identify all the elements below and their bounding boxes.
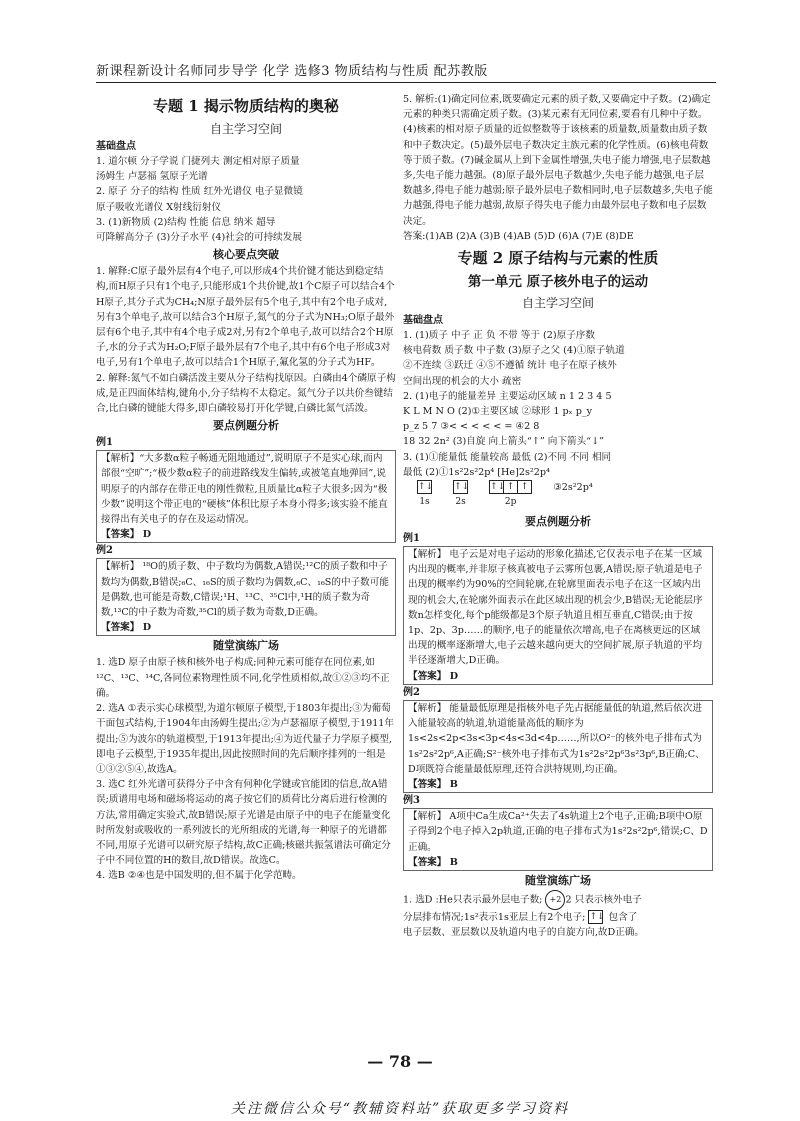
basics-line: 原子吸收光谱仪 X射线衍射仪 [96, 201, 222, 213]
example-analysis [403, 700, 713, 777]
answer-text: 【答案】 D [101, 622, 152, 634]
left-column [96, 92, 396, 884]
analysis-text: 【解析】 ¹⁸O的质子数、中子数均为偶数,A错误;¹²C的质子数和中子数均为偶数,B错误;₆C、₁₆S的质子数均为偶数,₆C、₁₆S的中子数可能是偶数,也可能是奇数,C错误;¹H、¹³C、³⁵Cl中,¹H的质子数为奇数,¹³C的中子数为奇数,³⁵Cl的质子数为奇数,D正确。 [101, 561, 389, 619]
example-label: 例2 [403, 686, 420, 698]
header-rule [96, 82, 716, 83]
example-label: 例2 [96, 545, 113, 557]
example-answer [403, 777, 713, 793]
example-answer [403, 855, 713, 871]
orbital-label: 2s [455, 497, 466, 508]
atom-structure-diagram [545, 890, 565, 910]
answer-list: 答案:(1)AB (2)A (3)B (4)AB (5)D (6)A (7)E (8)DE [403, 230, 634, 242]
analysis-text: 【解析】 能量最低原理是指核外电子先占据能量低的轨道,然后依次进入能量较高的轨道,轨道能量高低的顺序为1s<2s<2p<3s<3p<4s<3d<4p……,所以O²⁻的核外电子排布式为1s²2s²2p⁶,A正确;S²⁻核外电子排布式为1s²2s²2p⁶3s²3p⁶,B正确;C、D项既符合能量最低原理,还符合洪特规则,均正确。 [408, 702, 705, 775]
nucleus-charge: +2 [549, 894, 562, 904]
practice-answer [403, 890, 713, 910]
footer-watermark: 关注微信公众号“教辅资料站”获取更多学习资料 [230, 1101, 570, 1117]
practice-answer: 2. 选A ①表示实心球模型,为道尔顿原子模型,于1803年提出;③为葡萄干面包式结构,于1904年由汤姆生提出;②为卢瑟福原子模型,于1911年提出;⑤为波尔的轨道模型,于1913年提出;④为近代量子力学原子模型,即电子云模型,于1935年提出,因此按照时间的先后顺序排列的一组是①③②⑤④,故选A。 [96, 703, 395, 775]
right-column [403, 92, 713, 940]
basics-line: 最低 (2)①1s²2s²2p⁴ [He]2s²2p⁴ [403, 466, 550, 478]
practice-text: 只表示核外电子 [574, 894, 642, 906]
basics-line: 2. (1)电子的能量差异 主要运动区域 n 1 2 3 4 5 [403, 390, 612, 402]
example-label: 例3 [403, 795, 420, 807]
subsection-examples: 要点例题分析 [525, 515, 591, 529]
example-answer [96, 620, 396, 636]
basics-line: 可降解高分子 (3)分子水平 (4)社会的可持续发展 [96, 232, 302, 244]
subsection-core: 核心要点突破 [213, 248, 279, 262]
practice-text: 包含了 [608, 911, 638, 923]
orbital-cell: ↑ [517, 481, 531, 493]
answer-text: 【答案】 D [408, 670, 459, 682]
subsection-self-study: 自主学习空间 [209, 122, 282, 136]
orbital-cell: ↑↓ [454, 482, 470, 493]
basics-line: 空间出现的机会的大小 疏密 [403, 375, 522, 387]
subsection-examples: 要点例题分析 [213, 419, 279, 433]
example-label: 例1 [96, 437, 113, 449]
subsection-practice: 随堂演练广场 [213, 639, 279, 653]
example-analysis [403, 808, 713, 855]
core-answer: 2. 解释:氮气不如白磷活泼主要从分子结构找原因。白磷由4个磷原子构成,是正四面体结构,键角小,分子结构不太稳定。氮气分子以共价叁键结合,比白磷的键能大得多,即白磷较易打开化学键,白磷比氮气活泼。 [96, 372, 396, 415]
config-text: ③2s²2p⁴ [553, 482, 593, 494]
example-answer [96, 527, 396, 543]
analysis-text: 【解析】 A项中Ca生成Ca²⁺失去了4s轨道上2个电子,正确;B项中O原子得到2个电子掉入2p轨道,正确的电子排布式为1s²2s²2p⁶,错误;C、D正确。 [408, 811, 708, 853]
orbital-label: 1s [419, 497, 430, 508]
example-analysis [96, 450, 396, 527]
example-answer [403, 669, 713, 685]
practice-text: 分层排布情况;1s²表示1s亚层上有2个电子; [403, 911, 586, 923]
example-analysis [96, 558, 396, 620]
practice-answer: 1. 选D 原子由原子核和核外电子构成;同种元素可能存在同位素,如¹²C、¹³C、¹⁴C,各同位素物理性质不同,化学性质相似,故①②③均不正确。 [96, 657, 390, 699]
unit-title: 第一单元 原子核外电子的运动 [467, 274, 649, 291]
orbital-cell: ↑↓ [418, 482, 434, 493]
shell-electrons: 2 [565, 894, 572, 906]
basics-line: ②不连续 ③跃迁 ④⑤不遵循 统计 电子在原子核外 [403, 360, 617, 372]
orbital-box-inline [588, 910, 603, 925]
orbital-cell: ↑ [503, 481, 517, 493]
basics-line: 2. 原子 分子的结构 性质 红外光谱仪 电子显微镜 [96, 186, 303, 198]
answer-text: 【答案】 B [408, 856, 458, 868]
example-label: 例1 [403, 533, 420, 545]
example-analysis [403, 546, 713, 669]
basics-line: 18 32 2n² (3)自旋 向上箭头“↑” 向下箭头“↓” [403, 436, 605, 448]
page-number: — 78 — [367, 1052, 433, 1071]
orbital-box-2p [489, 480, 532, 510]
analysis-text: 【解析】“大多数α粒子畅通无阻地通过”,说明原子不是实心球,而内部很“空旷”;“极少数α粒子的前进路线发生偏转,或被笔直地弹回”,说明原子的内部存在带正电的刚性微粒,且质量比α粒子大很多;因为“极少数”说明这个带正电的“硬核”体积比原子本身小得多;该实验不能直接得出有关电子的存在及运动情况。 [101, 453, 388, 526]
basics-heading: 基础盘点 [96, 141, 136, 152]
basics-line: 1. (1)质子 中子 正 负 不带 等于 (2)原子序数 [403, 330, 595, 342]
running-header: 新课程新设计名师同步导学 化学 选修3 物质结构与性质 配苏教版 [96, 64, 488, 79]
basics-heading: 基础盘点 [403, 315, 443, 327]
answer-text: 【答案】 D [101, 529, 152, 541]
continued-answer: 5. 解析:(1)确定同位素,既要确定元素的质子数,又要确定中子数。(2)确定元素的种类只需确定质子数。(3)某元素有无同位素,要看有几种中子数。(4)核素的相对原子质量的近似整数等于该核素的质量数,质量数由质子数和中子数决定。(5)最外层电子数决定主族元素的化学性质。(6)核电荷数等于质子数。(7)碱金属从上到下金属性增强,失电子能力增强,电子层数越多,失电子能力越强。(8)原子最外层电子数越少,失电子能力越强,电子层数越多,得电子能力越弱;原子最外层电子数相同时,电子层数越多,失电子能力越强,得电子能力越弱,故原子得失电子能力由最外层电子数和电子层数决定。 [403, 94, 713, 227]
orbital-box-1s [417, 480, 432, 510]
subsection-self-study: 自主学习空间 [521, 296, 594, 311]
basics-line: 核电荷数 质子数 中子数 (3)原子之父 (4)①原子轨道 [403, 345, 625, 357]
analysis-text: 【解析】 电子云是对电子运动的形象化描述,它仅表示电子在某一区域内出现的概率,并非原子核真被电子云雾所包裹,A错误;原子轨道是电子出现的概率约为90%的空间轮廓,在轮廓里面表示电子在这一区域内出现的机会大,在轮廓外面表示在此区域出现的机会少,B错误;无论能层序数n怎样变化,每个p能级都是3个原子轨道且相互垂直,C错误;由于按1p、2p、3p……的顺序,电子的能量依次增高,电子在离核更远的区域出现的概率逐渐增大,电子云越来越向更大的空间扩展,原子轨道的平均半径逐渐增大,D正确。 [408, 549, 703, 667]
practice-answer [403, 910, 713, 925]
orbital-diagram [403, 480, 713, 512]
practice-answer: 电子层数、亚层数以及轨道内电子的自旋方向,故D正确。 [403, 927, 644, 939]
basics-line: p_z 5 7 ③< < < < < = ④2 8 [403, 421, 540, 433]
section-title: 专题 1 揭示物质结构的奥秘 [153, 97, 339, 115]
orbital-cell: ↑↓ [490, 482, 506, 493]
orbital-cell: ↑↓ [589, 911, 605, 922]
basics-line: K L M N O (2)①主要区域 ②球形 1 pₓ p_y [403, 406, 593, 418]
core-answer: 1. 解释:C原子最外层有4个电子,可以形成4个共价键才能达到稳定结构,而H原子只有1个电子,只能形成1个共价键,故1个C原子可以结合4个H原子,其分子式为CH₄;N原子最外层有5个电子,其中有2个电子成对,另有3个单电子,故可以结合3个H原子,氮气的分子式为NH₃;O原子最外层有6个电子,其中有4个电子成2对,另有2个单电子,故可以结合2个H原子,水的分子式为H₂O;F原子最外层有7个电子,其中有6个电子形成3对电子,另有1个单电子,故可以结合1个H原子,氟化氢的分子式为HF。 [96, 266, 395, 369]
orbital-label: 2p [504, 497, 517, 508]
basics-line: 汤姆生 卢瑟福 氢原子光谱 [96, 171, 208, 183]
section-title: 专题 2 原子结构与元素的性质 [457, 249, 659, 268]
basics-line: 3. (1)新物质 (2)结构 性能 信息 纳米 超导 [96, 216, 276, 228]
practice-answer: 4. 选B ②④也是中国发明的,但不属于化学范畴。 [96, 870, 302, 882]
basics-line: 3. (1)①能量低 能量较高 最低 (2)不同 不同 相同 [403, 451, 612, 463]
answer-text: 【答案】 B [408, 778, 458, 790]
practice-text: 1. 选D :He只表示最外层电子数; [403, 894, 543, 906]
orbital-box-2s [453, 480, 468, 510]
basics-line: 1. 道尔顿 分子学说 门捷列夫 测定相对原子质量 [96, 156, 300, 167]
subsection-practice: 随堂演练广场 [525, 873, 591, 887]
practice-answer: 3. 选C 红外光谱可获得分子中含有何种化学键或官能团的信息,故A错误;质谱用电场和磁场将运动的离子按它们的质荷比分离后进行检测的方法,常用确定实验式,故B错误;原子光谱是由原子中的电子在能量变化时所发射或吸收的一系列波长的光所组成的光谱,每一种原子的光谱都不同,用原子光谱可以研究原子结构,故C正确;核磁共振氢谱法可确定分子中不同位置的H的数目,故D错误。故选C。 [96, 779, 391, 867]
